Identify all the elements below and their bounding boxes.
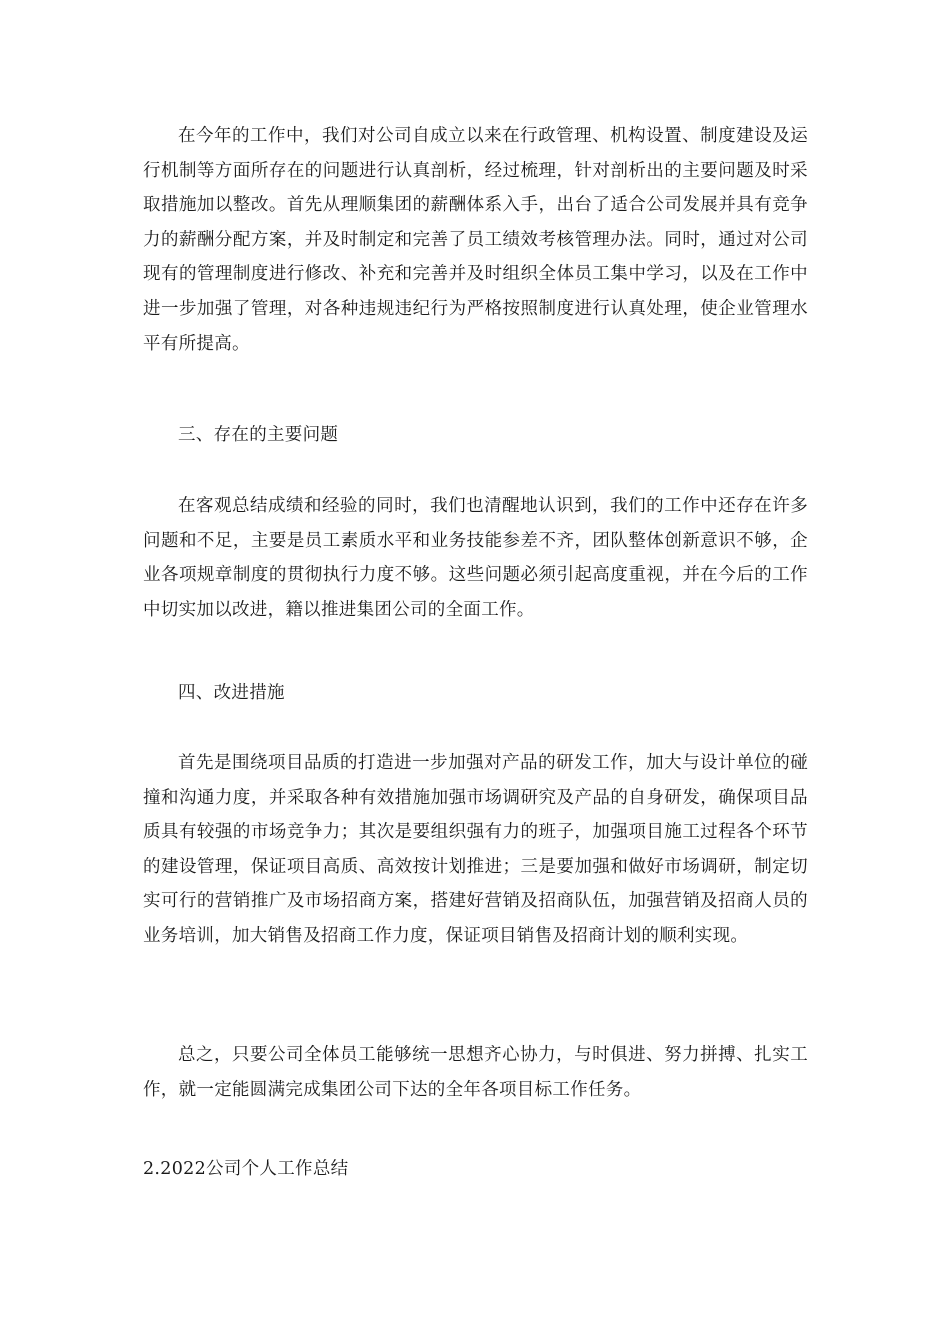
- section-heading-main-problems: 三、存在的主要问题: [178, 425, 339, 445]
- section-heading-improvement-measures: 四、改进措施: [178, 683, 285, 703]
- body-paragraph-conclusion: 总之，只要公司全体员工能够统一思想齐心协力，与时俱进、努力拼搏、扎实工作，就一定能圆满完成集团公司下达的全年各项目标工作任务。: [143, 1045, 808, 1100]
- body-paragraph-measures: 首先是围绕项目品质的打造进一步加强对产品的研发工作，加大与设计单位的碰撞和沟通力度，并采取各种有效措施加强市场调研究及产品的自身研发，确保项目品质具有较强的市场竞争力；其次是要组织强有力的班子，加强项目施工过程各个环节的建设管理，保证项目高质、高效按计划推进；三是要加强和做好市场调研，制定切实可行的营销推广及市场招商方案，搭建好营销及招商队伍，加强营销及招商人员的业务培训，加大销售及招商工作力度，保证项目销售及招商计划的顺利实现。: [143, 753, 808, 946]
- document-section-title: 2.2022公司个人工作总结: [143, 1159, 349, 1179]
- body-paragraph-admin-management: 在今年的工作中，我们对公司自成立以来在行政管理、机构设置、制度建设及运行机制等方面所存在的问题进行认真剖析，经过梳理，针对剖析出的主要问题及时采取措施加以整改。首先从理顺集团的薪酬体系入手，出台了适合公司发展并具有竞争力的薪酬分配方案，并及时制定和完善了员工绩效考核管理办法。同时，通过对公司现有的管理制度进行修改、补充和完善并及时组织全体员工集中学习，以及在工作中进一步加强了管理，对各种违规违纪行为严格按照制度进行认真处理，使企业管理水平有所提高。: [143, 126, 808, 354]
- body-paragraph-problems: 在客观总结成绩和经验的同时，我们也清醒地认识到，我们的工作中还存在许多问题和不足，主要是员工素质水平和业务技能参差不齐，团队整体创新意识不够，企业各项规章制度的贯彻执行力度不够。这些问题必须引起高度重视，并在今后的工作中切实加以改进，籍以推进集团公司的全面工作。: [143, 496, 808, 620]
